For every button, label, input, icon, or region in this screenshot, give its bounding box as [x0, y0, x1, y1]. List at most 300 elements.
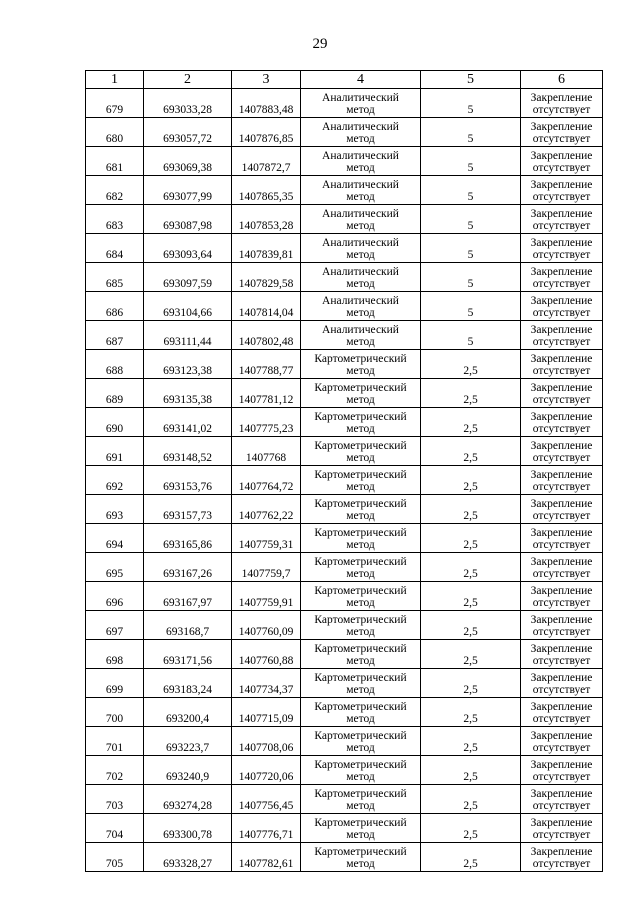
fixing-cell: [521, 147, 603, 176]
method-cell-line: Картометрический: [314, 817, 407, 829]
accuracy-cell: 5: [421, 292, 521, 321]
method-cell-line: Картометрический: [314, 440, 407, 452]
x-coordinate-cell: 693077,99: [144, 176, 232, 205]
table-row: [86, 524, 603, 553]
method-cell: [301, 582, 421, 611]
fixing-cell-line: Закрепление: [530, 295, 593, 307]
accuracy-cell: 2,5: [421, 408, 521, 437]
fixing-cell: [521, 89, 603, 118]
method-cell: [301, 466, 421, 495]
accuracy-cell: 2,5: [421, 495, 521, 524]
method-cell-line: метод: [346, 539, 375, 551]
method-cell-line: Картометрический: [314, 846, 407, 858]
y-coordinate-cell: 1407759,91: [232, 582, 301, 611]
x-coordinate-cell: 693087,98: [144, 205, 232, 234]
point-number-cell: 679: [86, 89, 144, 118]
x-coordinate-cell: 693111,44: [144, 321, 232, 350]
accuracy-cell: 2,5: [421, 437, 521, 466]
method-cell-line: метод: [346, 655, 375, 667]
column-header: 2: [144, 71, 232, 89]
method-cell-line: Картометрический: [314, 411, 407, 423]
method-cell-line: метод: [346, 713, 375, 725]
x-coordinate-cell: 693223,7: [144, 727, 232, 756]
fixing-cell-line: отсутствует: [532, 858, 591, 870]
fixing-cell: [521, 611, 603, 640]
page-number: 29: [312, 36, 328, 52]
fixing-cell-line: Закрепление: [530, 440, 593, 452]
fixing-cell: [521, 756, 603, 785]
fixing-cell: [521, 785, 603, 814]
method-cell-line: метод: [346, 800, 375, 812]
table-row: [86, 437, 603, 466]
fixing-cell: [521, 640, 603, 669]
fixing-cell-line: Закрепление: [530, 730, 593, 742]
table-row: [86, 843, 603, 872]
method-cell-line: метод: [346, 249, 375, 261]
fixing-cell-line: отсутствует: [532, 220, 591, 232]
fixing-cell: [521, 524, 603, 553]
point-number-cell: 702: [86, 756, 144, 785]
x-coordinate-cell: 693093,64: [144, 234, 232, 263]
point-number-cell: 687: [86, 321, 144, 350]
method-cell-line: Картометрический: [314, 730, 407, 742]
method-cell: [301, 553, 421, 582]
method-cell-line: метод: [346, 394, 375, 406]
point-number-cell: 681: [86, 147, 144, 176]
fixing-cell-line: отсутствует: [532, 278, 591, 290]
y-coordinate-cell: 1407788,77: [232, 350, 301, 379]
accuracy-cell: 5: [421, 89, 521, 118]
y-coordinate-cell: 1407814,04: [232, 292, 301, 321]
method-cell-line: метод: [346, 162, 375, 174]
fixing-cell: [521, 205, 603, 234]
fixing-cell-line: отсутствует: [532, 684, 591, 696]
x-coordinate-cell: 693148,52: [144, 437, 232, 466]
fixing-cell: [521, 466, 603, 495]
fixing-cell-line: отсутствует: [532, 452, 591, 464]
table-body: [86, 89, 603, 872]
point-number-cell: 701: [86, 727, 144, 756]
fixing-cell: [521, 669, 603, 698]
method-cell: [301, 292, 421, 321]
fixing-cell-line: отсутствует: [532, 423, 591, 435]
method-cell: [301, 321, 421, 350]
fixing-cell-line: Закрепление: [530, 150, 593, 162]
fixing-cell: [521, 437, 603, 466]
x-coordinate-cell: 693104,66: [144, 292, 232, 321]
method-cell-line: метод: [346, 336, 375, 348]
accuracy-cell: 2,5: [421, 843, 521, 872]
fixing-cell: [521, 582, 603, 611]
y-coordinate-cell: 1407720,06: [232, 756, 301, 785]
fixing-cell-line: Закрепление: [530, 556, 593, 568]
accuracy-cell: 2,5: [421, 524, 521, 553]
table-row: [86, 495, 603, 524]
method-cell: [301, 379, 421, 408]
fixing-cell: [521, 408, 603, 437]
x-coordinate-cell: 693167,26: [144, 553, 232, 582]
fixing-cell-line: Закрепление: [530, 382, 593, 394]
y-coordinate-cell: 1407781,12: [232, 379, 301, 408]
method-cell: [301, 147, 421, 176]
point-number-cell: 689: [86, 379, 144, 408]
x-coordinate-cell: 693069,38: [144, 147, 232, 176]
fixing-cell-line: Закрепление: [530, 527, 593, 539]
table-row: [86, 582, 603, 611]
method-cell: [301, 350, 421, 379]
x-coordinate-cell: 693167,97: [144, 582, 232, 611]
accuracy-cell: 2,5: [421, 611, 521, 640]
accuracy-cell: 5: [421, 176, 521, 205]
fixing-cell: [521, 495, 603, 524]
fixing-cell-line: Закрепление: [530, 846, 593, 858]
point-number-cell: 696: [86, 582, 144, 611]
x-coordinate-cell: 693274,28: [144, 785, 232, 814]
fixing-cell-line: Закрепление: [530, 614, 593, 626]
fixing-cell-line: отсутствует: [532, 162, 591, 174]
y-coordinate-cell: 1407708,06: [232, 727, 301, 756]
x-coordinate-cell: 693033,28: [144, 89, 232, 118]
method-cell-line: Картометрический: [314, 585, 407, 597]
fixing-cell-line: отсутствует: [532, 829, 591, 841]
table-row: [86, 205, 603, 234]
x-coordinate-cell: 693168,7: [144, 611, 232, 640]
method-cell: [301, 785, 421, 814]
fixing-cell: [521, 727, 603, 756]
y-coordinate-cell: 1407782,61: [232, 843, 301, 872]
column-header: 6: [521, 71, 603, 89]
method-cell-line: метод: [346, 481, 375, 493]
method-cell-line: Картометрический: [314, 353, 407, 365]
x-coordinate-cell: 693240,9: [144, 756, 232, 785]
fixing-cell: [521, 321, 603, 350]
fixing-cell: [521, 843, 603, 872]
method-cell-line: Аналитический: [322, 121, 399, 133]
fixing-cell-line: Закрепление: [530, 353, 593, 365]
method-cell-line: метод: [346, 684, 375, 696]
accuracy-cell: 2,5: [421, 698, 521, 727]
fixing-cell: [521, 292, 603, 321]
table-row: [86, 176, 603, 205]
accuracy-cell: 5: [421, 263, 521, 292]
table-row: [86, 263, 603, 292]
x-coordinate-cell: 693200,4: [144, 698, 232, 727]
fixing-cell-line: отсутствует: [532, 394, 591, 406]
fixing-cell-line: Закрепление: [530, 237, 593, 249]
x-coordinate-cell: 693097,59: [144, 263, 232, 292]
table-row: [86, 640, 603, 669]
method-cell: [301, 176, 421, 205]
method-cell-line: Аналитический: [322, 324, 399, 336]
method-cell: [301, 727, 421, 756]
method-cell-line: Аналитический: [322, 92, 399, 104]
fixing-cell-line: отсутствует: [532, 539, 591, 551]
table-row: [86, 466, 603, 495]
fixing-cell-line: отсутствует: [532, 742, 591, 754]
method-cell-line: метод: [346, 423, 375, 435]
y-coordinate-cell: 1407734,37: [232, 669, 301, 698]
accuracy-cell: 5: [421, 118, 521, 147]
fixing-cell-line: отсутствует: [532, 133, 591, 145]
method-cell: [301, 408, 421, 437]
accuracy-cell: 2,5: [421, 553, 521, 582]
point-number-cell: 693: [86, 495, 144, 524]
y-coordinate-cell: 1407776,71: [232, 814, 301, 843]
point-number-cell: 705: [86, 843, 144, 872]
method-cell: [301, 669, 421, 698]
method-cell: [301, 437, 421, 466]
accuracy-cell: 2,5: [421, 785, 521, 814]
method-cell-line: метод: [346, 452, 375, 464]
y-coordinate-cell: 1407760,88: [232, 640, 301, 669]
method-cell: [301, 698, 421, 727]
x-coordinate-cell: 693135,38: [144, 379, 232, 408]
y-coordinate-cell: 1407829,58: [232, 263, 301, 292]
method-cell: [301, 814, 421, 843]
method-cell: [301, 756, 421, 785]
accuracy-cell: 5: [421, 205, 521, 234]
method-cell: [301, 640, 421, 669]
point-number-cell: 684: [86, 234, 144, 263]
fixing-cell-line: Закрепление: [530, 701, 593, 713]
x-coordinate-cell: 693153,76: [144, 466, 232, 495]
method-cell-line: метод: [346, 365, 375, 377]
table-row: [86, 118, 603, 147]
point-number-cell: 692: [86, 466, 144, 495]
x-coordinate-cell: 693123,38: [144, 350, 232, 379]
point-number-cell: 694: [86, 524, 144, 553]
point-number-cell: 683: [86, 205, 144, 234]
x-coordinate-cell: 693157,73: [144, 495, 232, 524]
x-coordinate-cell: 693300,78: [144, 814, 232, 843]
fixing-cell: [521, 379, 603, 408]
table-row: [86, 698, 603, 727]
fixing-cell-line: Закрепление: [530, 324, 593, 336]
method-cell-line: метод: [346, 133, 375, 145]
fixing-cell-line: Закрепление: [530, 208, 593, 220]
fixing-cell: [521, 698, 603, 727]
y-coordinate-cell: 1407756,45: [232, 785, 301, 814]
point-number-cell: 697: [86, 611, 144, 640]
accuracy-cell: 5: [421, 147, 521, 176]
table-row: [86, 669, 603, 698]
table-row: [86, 321, 603, 350]
accuracy-cell: 2,5: [421, 582, 521, 611]
fixing-cell-line: отсутствует: [532, 336, 591, 348]
fixing-cell-line: отсутствует: [532, 481, 591, 493]
x-coordinate-cell: 693057,72: [144, 118, 232, 147]
method-cell: [301, 89, 421, 118]
fixing-cell-line: отсутствует: [532, 191, 591, 203]
method-cell-line: метод: [346, 597, 375, 609]
table-row: [86, 379, 603, 408]
accuracy-cell: 2,5: [421, 379, 521, 408]
method-cell-line: Аналитический: [322, 295, 399, 307]
column-header: 5: [421, 71, 521, 89]
table-row: [86, 408, 603, 437]
fixing-cell-line: Закрепление: [530, 585, 593, 597]
fixing-cell: [521, 350, 603, 379]
method-cell: [301, 234, 421, 263]
method-cell: [301, 263, 421, 292]
method-cell-line: Картометрический: [314, 614, 407, 626]
fixing-cell-line: отсутствует: [532, 249, 591, 261]
method-cell-line: метод: [346, 278, 375, 290]
column-header: 1: [86, 71, 144, 89]
fixing-cell-line: отсутствует: [532, 713, 591, 725]
accuracy-cell: 2,5: [421, 814, 521, 843]
table-row: [86, 785, 603, 814]
method-cell-line: Картометрический: [314, 759, 407, 771]
method-cell-line: Картометрический: [314, 672, 407, 684]
table-header-row: [86, 71, 603, 89]
method-cell-line: Аналитический: [322, 208, 399, 220]
method-cell: [301, 611, 421, 640]
method-cell-line: метод: [346, 742, 375, 754]
point-number-cell: 700: [86, 698, 144, 727]
accuracy-cell: 5: [421, 321, 521, 350]
accuracy-cell: 5: [421, 234, 521, 263]
fixing-cell-line: отсутствует: [532, 104, 591, 116]
y-coordinate-cell: 1407876,85: [232, 118, 301, 147]
method-cell-line: Аналитический: [322, 237, 399, 249]
y-coordinate-cell: 1407865,35: [232, 176, 301, 205]
y-coordinate-cell: 1407759,31: [232, 524, 301, 553]
point-number-cell: 695: [86, 553, 144, 582]
fixing-cell-line: Закрепление: [530, 121, 593, 133]
table-row: [86, 147, 603, 176]
x-coordinate-cell: 693171,56: [144, 640, 232, 669]
method-cell-line: Картометрический: [314, 382, 407, 394]
method-cell: [301, 205, 421, 234]
method-cell-line: метод: [346, 568, 375, 580]
point-number-cell: 691: [86, 437, 144, 466]
table-row: [86, 727, 603, 756]
y-coordinate-cell: 1407759,7: [232, 553, 301, 582]
fixing-cell-line: отсутствует: [532, 626, 591, 638]
fixing-cell-line: отсутствует: [532, 597, 591, 609]
column-header: 3: [232, 71, 301, 89]
method-cell-line: Аналитический: [322, 266, 399, 278]
method-cell: [301, 524, 421, 553]
table-row: [86, 350, 603, 379]
method-cell-line: метод: [346, 858, 375, 870]
y-coordinate-cell: 1407802,48: [232, 321, 301, 350]
method-cell-line: Картометрический: [314, 527, 407, 539]
y-coordinate-cell: 1407872,7: [232, 147, 301, 176]
accuracy-cell: 2,5: [421, 727, 521, 756]
point-number-cell: 690: [86, 408, 144, 437]
y-coordinate-cell: 1407839,81: [232, 234, 301, 263]
fixing-cell-line: отсутствует: [532, 307, 591, 319]
y-coordinate-cell: 1407775,23: [232, 408, 301, 437]
method-cell-line: Картометрический: [314, 701, 407, 713]
method-cell-line: Картометрический: [314, 498, 407, 510]
accuracy-cell: 2,5: [421, 640, 521, 669]
point-number-cell: 682: [86, 176, 144, 205]
fixing-cell-line: Закрепление: [530, 788, 593, 800]
fixing-cell-line: Закрепление: [530, 92, 593, 104]
x-coordinate-cell: 693183,24: [144, 669, 232, 698]
accuracy-cell: 2,5: [421, 756, 521, 785]
y-coordinate-cell: 1407760,09: [232, 611, 301, 640]
x-coordinate-cell: 693328,27: [144, 843, 232, 872]
method-cell-line: Картометрический: [314, 788, 407, 800]
fixing-cell: [521, 234, 603, 263]
fixing-cell: [521, 814, 603, 843]
point-number-cell: 688: [86, 350, 144, 379]
y-coordinate-cell: 1407883,48: [232, 89, 301, 118]
y-coordinate-cell: 1407762,22: [232, 495, 301, 524]
method-cell-line: метод: [346, 307, 375, 319]
fixing-cell-line: отсутствует: [532, 568, 591, 580]
fixing-cell-line: Закрепление: [530, 672, 593, 684]
method-cell: [301, 843, 421, 872]
point-number-cell: 698: [86, 640, 144, 669]
table-row: [86, 553, 603, 582]
point-number-cell: 686: [86, 292, 144, 321]
method-cell: [301, 118, 421, 147]
accuracy-cell: 2,5: [421, 350, 521, 379]
y-coordinate-cell: 1407715,09: [232, 698, 301, 727]
method-cell-line: метод: [346, 626, 375, 638]
accuracy-cell: 2,5: [421, 669, 521, 698]
method-cell-line: метод: [346, 104, 375, 116]
y-coordinate-cell: 1407768: [232, 437, 301, 466]
fixing-cell-line: отсутствует: [532, 771, 591, 783]
method-cell-line: Аналитический: [322, 150, 399, 162]
method-cell-line: метод: [346, 220, 375, 232]
table-row: [86, 89, 603, 118]
column-header: 4: [301, 71, 421, 89]
point-number-cell: 704: [86, 814, 144, 843]
fixing-cell-line: отсутствует: [532, 655, 591, 667]
point-number-cell: 699: [86, 669, 144, 698]
table-row: [86, 234, 603, 263]
table-row: [86, 611, 603, 640]
method-cell-line: метод: [346, 191, 375, 203]
method-cell-line: Картометрический: [314, 556, 407, 568]
x-coordinate-cell: 693165,86: [144, 524, 232, 553]
fixing-cell: [521, 176, 603, 205]
x-coordinate-cell: 693141,02: [144, 408, 232, 437]
method-cell-line: Картометрический: [314, 643, 407, 655]
fixing-cell-line: Закрепление: [530, 817, 593, 829]
y-coordinate-cell: 1407853,28: [232, 205, 301, 234]
table-row: [86, 756, 603, 785]
method-cell-line: Аналитический: [322, 179, 399, 191]
point-number-cell: 680: [86, 118, 144, 147]
fixing-cell-line: Закрепление: [530, 469, 593, 481]
fixing-cell: [521, 118, 603, 147]
point-number-cell: 703: [86, 785, 144, 814]
point-number-cell: 685: [86, 263, 144, 292]
fixing-cell-line: Закрепление: [530, 179, 593, 191]
table-row: [86, 292, 603, 321]
table-row: [86, 814, 603, 843]
coordinates-table: [85, 70, 603, 872]
fixing-cell-line: отсутствует: [532, 800, 591, 812]
fixing-cell-line: Закрепление: [530, 643, 593, 655]
accuracy-cell: 2,5: [421, 466, 521, 495]
method-cell-line: метод: [346, 510, 375, 522]
fixing-cell-line: Закрепление: [530, 498, 593, 510]
fixing-cell-line: Закрепление: [530, 411, 593, 423]
method-cell-line: метод: [346, 829, 375, 841]
fixing-cell-line: Закрепление: [530, 759, 593, 771]
fixing-cell: [521, 263, 603, 292]
method-cell-line: Картометрический: [314, 469, 407, 481]
